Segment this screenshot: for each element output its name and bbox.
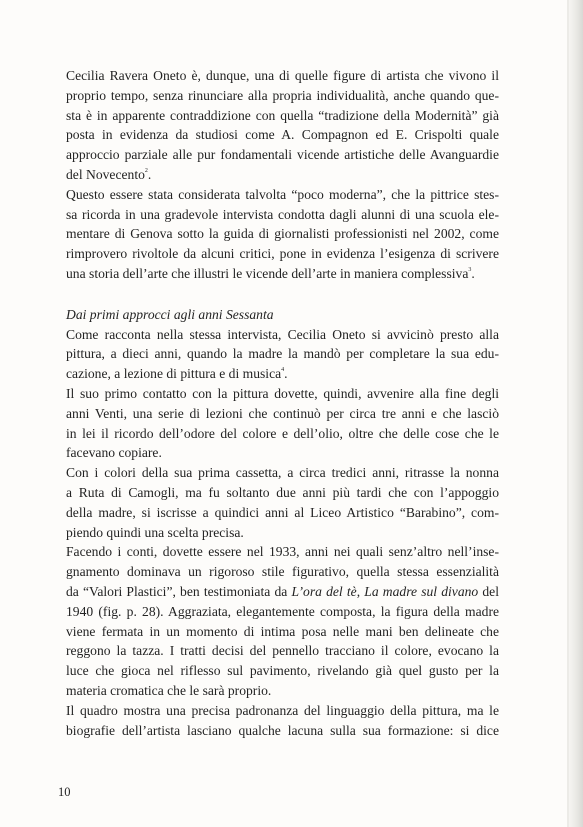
text-fragment: . xyxy=(471,265,475,281)
text-fragment: . xyxy=(147,166,152,182)
text-line-last: piendo quindi una scelta precisa. xyxy=(66,524,244,540)
text-line: rimprovero rivoltole da alcuni critici, pone in evidenza l’esigenza di scrivere xyxy=(66,246,499,262)
text-fragment: , xyxy=(356,583,365,599)
text-line-last: facevano copiare. xyxy=(66,445,162,461)
text-line: proprio tempo, senza rinunciare alla propria individualità, anche quando que- xyxy=(66,87,499,103)
text-line: pittura, a dieci anni, quando la madre la mandò per completare la sua edu- xyxy=(66,346,499,362)
text-fragment: cazione, a lezione di pittura e di musica xyxy=(66,366,282,382)
text-line: a Ruta di Camogli, ma fu soltanto due anni più tardi che con l’appoggio xyxy=(66,484,499,500)
text-line: 1940 (fig. p. 28). Aggraziata, elegantemente composta, la figura della madre xyxy=(66,603,499,619)
text-line: della madre, si iscrisse a quindici anni al Liceo Artistico “Barabino”, com- xyxy=(66,504,499,520)
text-line: Con i colori della sua prima cassetta, a circa tredici anni, ritrasse la nonna xyxy=(66,465,499,481)
text-line: luce che gioca nel riflesso sul pavimento, rivelando già quel gusto per la xyxy=(66,663,499,679)
text-fragment: . xyxy=(284,366,288,382)
text-line: sa ricorda in una gradevole intervista condotta dagli alunni di una scuola ele- xyxy=(66,206,499,222)
paragraph-6 xyxy=(66,542,499,700)
text-line-last: materia cromatica che le sarà proprio. xyxy=(66,682,272,698)
text-line-last xyxy=(66,364,499,384)
paragraph-7 xyxy=(66,701,499,741)
footnote-marker: 3 xyxy=(468,266,472,273)
paragraph-4 xyxy=(66,384,499,463)
artwork-title: La madre sul divano xyxy=(364,583,479,599)
text-line: viene fermata in un momento di intima posa nelle mani ben delineate che xyxy=(66,623,499,639)
text-fragment: da “Valori Plastici”, ben testimoniata da xyxy=(66,583,292,599)
page-number: 10 xyxy=(58,785,71,799)
text-line: Questo essere stata considerata talvolta “poco moderna”, che la pittrice stes- xyxy=(66,186,499,202)
text-line: Come racconta nella stessa intervista, Cecilia Oneto si avvicinò presto alla xyxy=(66,326,499,342)
section-heading: Dai primi approcci agli anni Sessanta xyxy=(66,306,274,322)
text-line: reggono la tazza. I tratti decisi del pennello tracciano il colore, evocano la xyxy=(66,643,499,659)
paragraph-2 xyxy=(66,185,499,284)
text-line-last xyxy=(66,165,499,185)
paragraph-3 xyxy=(66,325,499,384)
text-fragment: una storia dell’arte che illustri le vicende dell’arte in maniera complessiva xyxy=(66,265,469,281)
paragraph-5 xyxy=(66,463,499,542)
text-line: approccio parziale alle pur fondamentali vicende artistiche delle Avanguardie xyxy=(66,147,499,163)
text-line xyxy=(66,582,499,602)
text-line: anni Venti, una serie di lezioni che continuò per circa tre anni e che lasciò xyxy=(66,405,499,421)
text-line-last xyxy=(66,264,499,284)
paragraph-1 xyxy=(66,66,499,185)
page-body xyxy=(66,66,499,740)
text-line: gnamento dominava un rigoroso stile figurativo, quella stessa essenzialità xyxy=(66,564,499,580)
text-line: Il suo primo contatto con la pittura dovette, quindi, avvenire alla fine degli xyxy=(66,385,499,401)
text-line: in lei il ricordo dell’odore del colore e dell’olio, oltre che delle cose che le xyxy=(66,425,499,441)
footnote-marker: 2 xyxy=(144,167,148,174)
text-line: Facendo i conti, dovette essere nel 1933, anni nei quali senz’altro nell’inse- xyxy=(66,544,499,560)
artwork-title: L’ora del tè xyxy=(291,583,357,599)
text-line: Cecilia Ravera Oneto è, dunque, una di quelle figure di artista che vivono il xyxy=(66,68,499,83)
text-line: Il quadro mostra una precisa padronanza del linguaggio della pittura, ma le xyxy=(66,702,499,718)
text-line: sta è in apparente contraddizione con quella “tradizione della Modernità” già xyxy=(66,107,499,123)
page-edge xyxy=(569,0,583,827)
text-line: biografie dell’artista lasciano qualche lacuna sulla sua formazione: si dice xyxy=(66,722,499,738)
text-line: posta in evidenza da studiosi come A. Compagnon ed E. Crispolti quale xyxy=(66,127,499,143)
text-line: mentare di Genova sotto la guida di giornalisti professionisti nel 2002, come xyxy=(66,226,499,242)
text-fragment: del Novecento xyxy=(66,166,145,182)
footnote-marker: 4 xyxy=(281,367,285,374)
text-fragment: del xyxy=(478,583,499,599)
